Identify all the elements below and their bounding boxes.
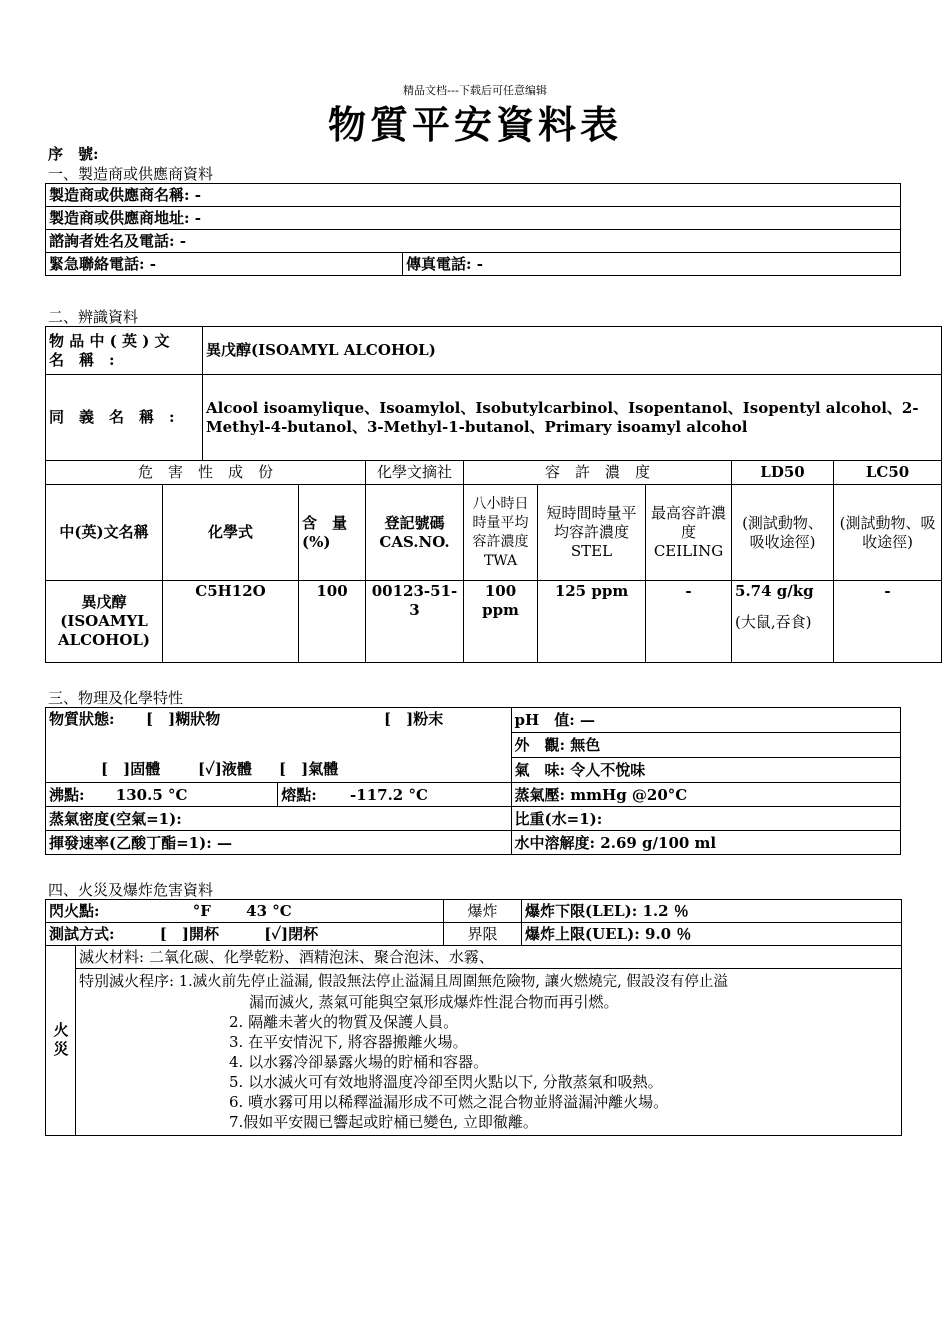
col-cas: 登記號碼 CAS.NO. (366, 485, 464, 581)
section2-heading: 二、辨識資料 (48, 308, 139, 326)
header-note: 精品文档---下载后可任意编辑 (403, 84, 547, 97)
step-5: 5. 以水滅火可有效地將溫度冷卻至閃火點以下, 分散蒸氣和吸熱。 (229, 1073, 663, 1091)
melting-value: -117.2 °C (350, 785, 428, 804)
ld50-header: LD50 (732, 461, 834, 485)
synonym-label: 同 義 名 稱 : (46, 375, 203, 461)
step-3: 3. 在平安情況下, 將容器搬離火場。 (229, 1033, 468, 1051)
exposure-header: 容 許 濃 度 (464, 461, 732, 485)
fire-table (45, 899, 902, 1136)
step-6: 6. 噴水霧可用以稀釋溢漏形成不可燃之混合物並將溢漏沖離火場。 (229, 1093, 669, 1111)
row-name: 異戊醇 (ISOAMYL ALCOHOL) (46, 581, 163, 663)
explosion-label-2: 界限 (444, 923, 522, 946)
fire-side-label: 火災 (46, 946, 76, 1136)
col-lc50-note: (測試動物、吸收途徑) (834, 485, 942, 581)
step-4: 4. 以水霧冷卻暴露火場的貯桶和容器。 (229, 1053, 489, 1071)
boiling-label: 沸點: (49, 785, 85, 804)
closed-cup: [✓]閉杯 (264, 925, 319, 943)
hazard-header: 危 害 性 成 份 (46, 461, 366, 485)
solid-option: [ ]固體 (101, 760, 161, 778)
supplier-table (45, 183, 901, 276)
explosion-label-1: 爆炸 (444, 900, 522, 923)
row-cas: 00123-51-3 (366, 581, 464, 663)
row-ld50-value: 5.74 g/kg (735, 582, 814, 600)
lel: 爆炸下限(LEL): 1.2 ％ (522, 900, 902, 923)
col-formula: 化學式 (163, 485, 299, 581)
row-twa: 100 ppm (464, 581, 538, 663)
section3-heading: 三、物理及化學特性 (48, 689, 184, 707)
row-formula: C5H12O (163, 581, 299, 663)
powder-option: [ ]粉末 (384, 710, 444, 728)
emergency-phone: 緊急聯絡電話: - (46, 253, 403, 276)
state-cell (46, 708, 512, 783)
row-content: 100 (299, 581, 366, 663)
col-twa: 八小時日時量平均容許濃度 TWA (464, 485, 538, 581)
step-1: 1.滅火前先停止溢漏, 假設無法停止溢漏且周圍無危險物, 讓火燃燒完, 假設沒有停止溢 (178, 974, 728, 990)
identification-table (45, 326, 942, 663)
appearance: 外 觀: 無色 (511, 733, 900, 758)
col-ld50-note: (測試動物、吸收途徑) (732, 485, 834, 581)
col-content: 含 量(%) (299, 485, 366, 581)
serial-label: 序 號: (48, 145, 99, 163)
lc50-header: LC50 (834, 461, 942, 485)
vapor-pressure: 蒸氣壓: mmHg @20°C (511, 783, 900, 807)
melting-point (278, 783, 511, 807)
flash-unit: °F (192, 902, 211, 920)
col-ceiling: 最高容許濃度 CEILING (646, 485, 732, 581)
liquid-option: [✓]液體 (198, 760, 252, 778)
test-label: 測試方式: (49, 925, 115, 943)
boiling-point (46, 783, 278, 807)
step-7: 7.假如平安閥已響起或貯桶已變色, 立即徹離。 (229, 1113, 538, 1131)
evaporation-rate: 揮發速率(乙酸丁酯=1): — (46, 831, 512, 855)
fax: 傳真電話: - (403, 253, 901, 276)
uel: 爆炸上限(UEL): 9.0 ％ (522, 923, 902, 946)
manufacturer-address: 製造商或供應商地址: - (46, 207, 901, 230)
flash-point (46, 900, 444, 923)
row-ld50 (732, 581, 834, 663)
product-name-value: 異戊醇(ISOAMYL ALCOHOL) (203, 327, 942, 375)
extinguishing-media: 滅火材料: 二氧化碳、化學乾粉、酒精泡沫、聚合泡沫、水霧、 (76, 946, 902, 969)
row-stel: 125 ppm (538, 581, 646, 663)
boiling-value: 130.5 °C (115, 785, 188, 804)
section4-heading: 四、火災及爆炸危害資料 (48, 881, 214, 899)
step-1b: 漏而滅火, 蒸氣可能與空氣形成爆炸性混合物而再引燃。 (249, 993, 619, 1011)
open-cup: [ ]開杯 (159, 925, 219, 943)
row-ld50-note: (大鼠,吞食) (735, 613, 812, 631)
manufacturer-name: 製造商或供應商名稱: - (46, 184, 901, 207)
product-name-label: 物 品 中 ( 英 ) 文 名 稱 : (46, 327, 203, 375)
vapor-density: 蒸氣密度(空氣=1): (46, 807, 512, 831)
fire-procedure (76, 969, 902, 1136)
cas-section-header: 化學文摘社 (366, 461, 464, 485)
col-stel: 短時間時量平均容許濃度 STEL (538, 485, 646, 581)
flash-value: 43 °C (246, 902, 292, 920)
page-title: 物質平安資料表 (327, 102, 622, 147)
properties-table (45, 707, 901, 855)
row-ceiling: - (646, 581, 732, 663)
synonym-value: Alcool isoamylique、Isoamylol、Isobutylcarbinol、Isopentanol、Isopentyl alcohol、2-Methyl-4-butanol、3-Methyl-1-butanol、Primary isoamyl alcohol (203, 375, 942, 461)
specific-gravity: 比重(水=1): (511, 807, 900, 831)
procedure-label: 特別滅火程序: (79, 972, 175, 990)
section1-heading: 一、製造商或供應商資料 (48, 165, 214, 183)
row-lc50: - (834, 581, 942, 663)
state-label: 物質狀態: (49, 710, 115, 728)
ph-value: pH 值: — (511, 708, 900, 733)
flash-label: 閃火點: (49, 902, 100, 920)
consultant: 諮詢者姓名及電話: - (46, 230, 901, 253)
melting-label: 熔點: (281, 785, 317, 804)
gas-option: [ ]氣體 (279, 760, 339, 778)
step-2: 2. 隔離未著火的物質及保護人員。 (229, 1013, 459, 1031)
col-name: 中(英)文名稱 (46, 485, 163, 581)
test-method (46, 923, 444, 946)
solubility: 水中溶解度: 2.69 g/100 ml (511, 831, 900, 855)
odor: 氣 味: 令人不悅味 (511, 758, 900, 783)
paste-option: [ ]糊狀物 (146, 710, 221, 728)
